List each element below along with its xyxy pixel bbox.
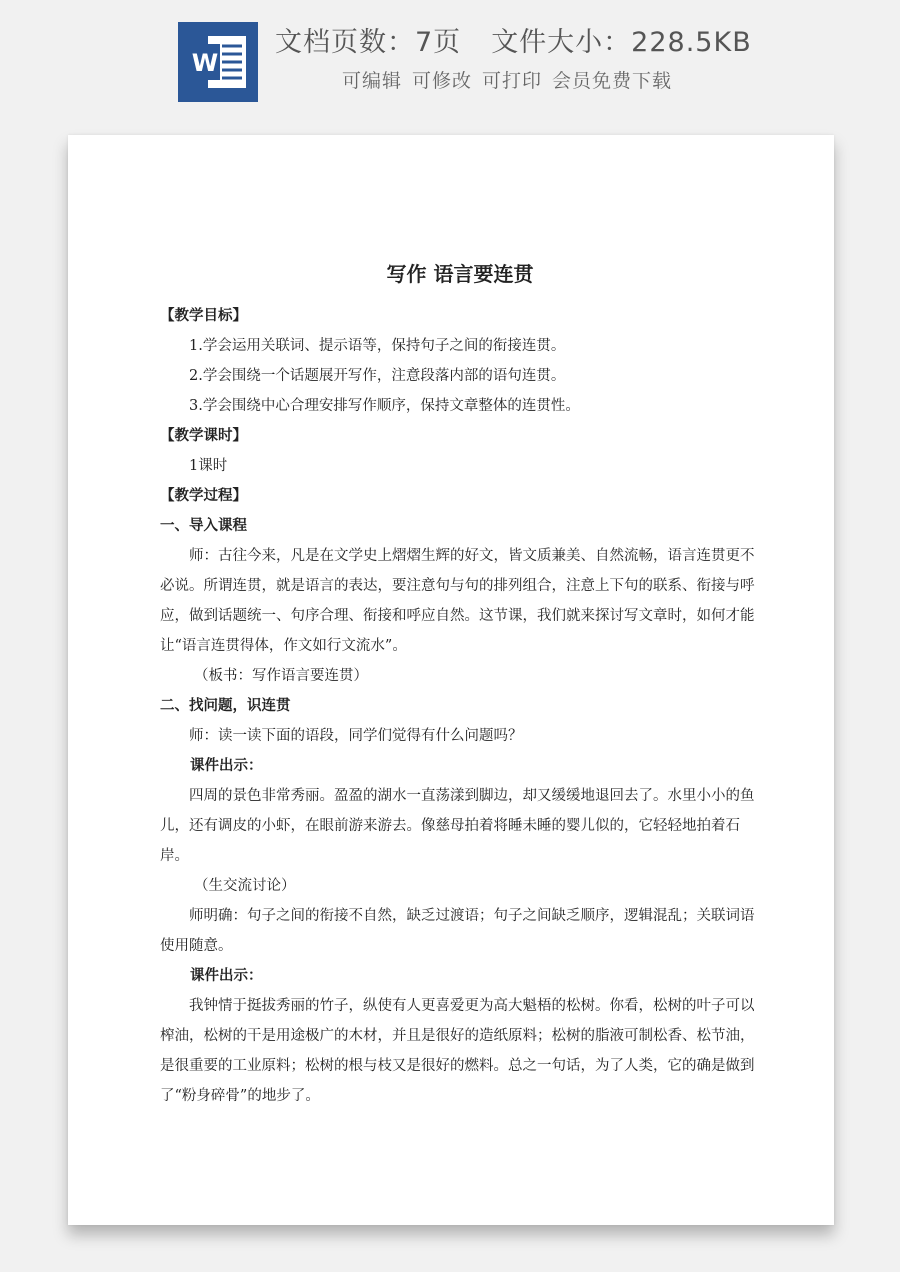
- section-2-paragraph: 师：读一读下面的语段，同学们觉得有什么问题吗？: [189, 728, 523, 744]
- courseware-label-1: 课件出示：: [190, 758, 263, 774]
- courseware-label-2: 课件出示：: [190, 968, 263, 984]
- section-1-paragraph: 师：古往今来，凡是在文学史上熠熠生辉的好文，皆文质兼美、自然流畅，语言连贯更不必说。所谓连贯，就是语言的表达，要注意句与句的排列组合，注意上下句的联系、衔接与呼应，做到话题统一、句序合理、衔接和呼应自然。这节课，我们就来探讨写文章时，如何才能让“语言连贯得体，作文如行文流水”。: [160, 548, 755, 654]
- hours-heading: 【教学课时】: [160, 428, 247, 444]
- document-page: [68, 135, 834, 1225]
- feature-member-download: 会员免费下载: [552, 70, 673, 92]
- section-2-heading: 二、找问题，识连贯: [160, 698, 291, 714]
- teacher-clarification: 师明确：句子之间的衔接不自然，缺乏过渡语；句子之间缺乏顺序，逻辑混乱；关联词语使用随意。: [160, 908, 755, 954]
- document-title: 写作 语言要连贯: [386, 262, 534, 286]
- feature-modifiable: 可修改: [412, 70, 473, 92]
- word-document-icon: [178, 22, 258, 102]
- goal-item-1: 1.学会运用关联词、提示语等，保持句子之间的衔接连贯。: [189, 338, 566, 354]
- hours-value: 1课时: [189, 458, 228, 474]
- feature-printable: 可打印: [482, 70, 543, 92]
- goal-item-3: 3.学会围绕中心合理安排写作顺序，保持文章整体的连贯性。: [189, 398, 580, 414]
- goal-item-2: 2.学会围绕一个话题展开写作，注意段落内部的语句连贯。: [189, 368, 566, 384]
- passage-2: 我钟情于挺拔秀丽的竹子，纵使有人更喜爱更为高大魁梧的松树。你看，松树的叶子可以榨油，松树的干是用途极广的木材，并且是很好的造纸原料；松树的脂液可制松香、松节油，是很重要的工业原料；松树的根与枝又是很好的燃料。总之一句话，为了人类，它的确是做到了“粉身碎骨”的地步了。: [160, 998, 755, 1104]
- goal-heading: 【教学目标】: [160, 308, 247, 324]
- file-size: 文件大小：228.5KB: [491, 27, 752, 58]
- document-body: [160, 257, 760, 1111]
- section-1-heading: 一、导入课程: [160, 518, 247, 534]
- feature-editable: 可编辑: [342, 70, 403, 92]
- discussion-note: （生交流讨论）: [194, 878, 296, 894]
- process-heading: 【教学过程】: [160, 488, 247, 504]
- board-note: （板书：写作语言要连贯）: [194, 668, 368, 684]
- document-stats: [275, 20, 752, 59]
- word-icon-letter: W: [191, 49, 219, 77]
- download-banner: [0, 0, 900, 120]
- page-count: 文档页数：7页: [275, 27, 462, 58]
- passage-1: 四周的景色非常秀丽。盈盈的湖水一直荡漾到脚边，却又缓缓地退回去了。水里小小的鱼儿，还有调皮的小虾，在眼前游来游去。像慈母拍着将睡未睡的婴儿似的，它轻轻地拍着石岸。: [160, 788, 755, 864]
- feature-list: [342, 66, 682, 93]
